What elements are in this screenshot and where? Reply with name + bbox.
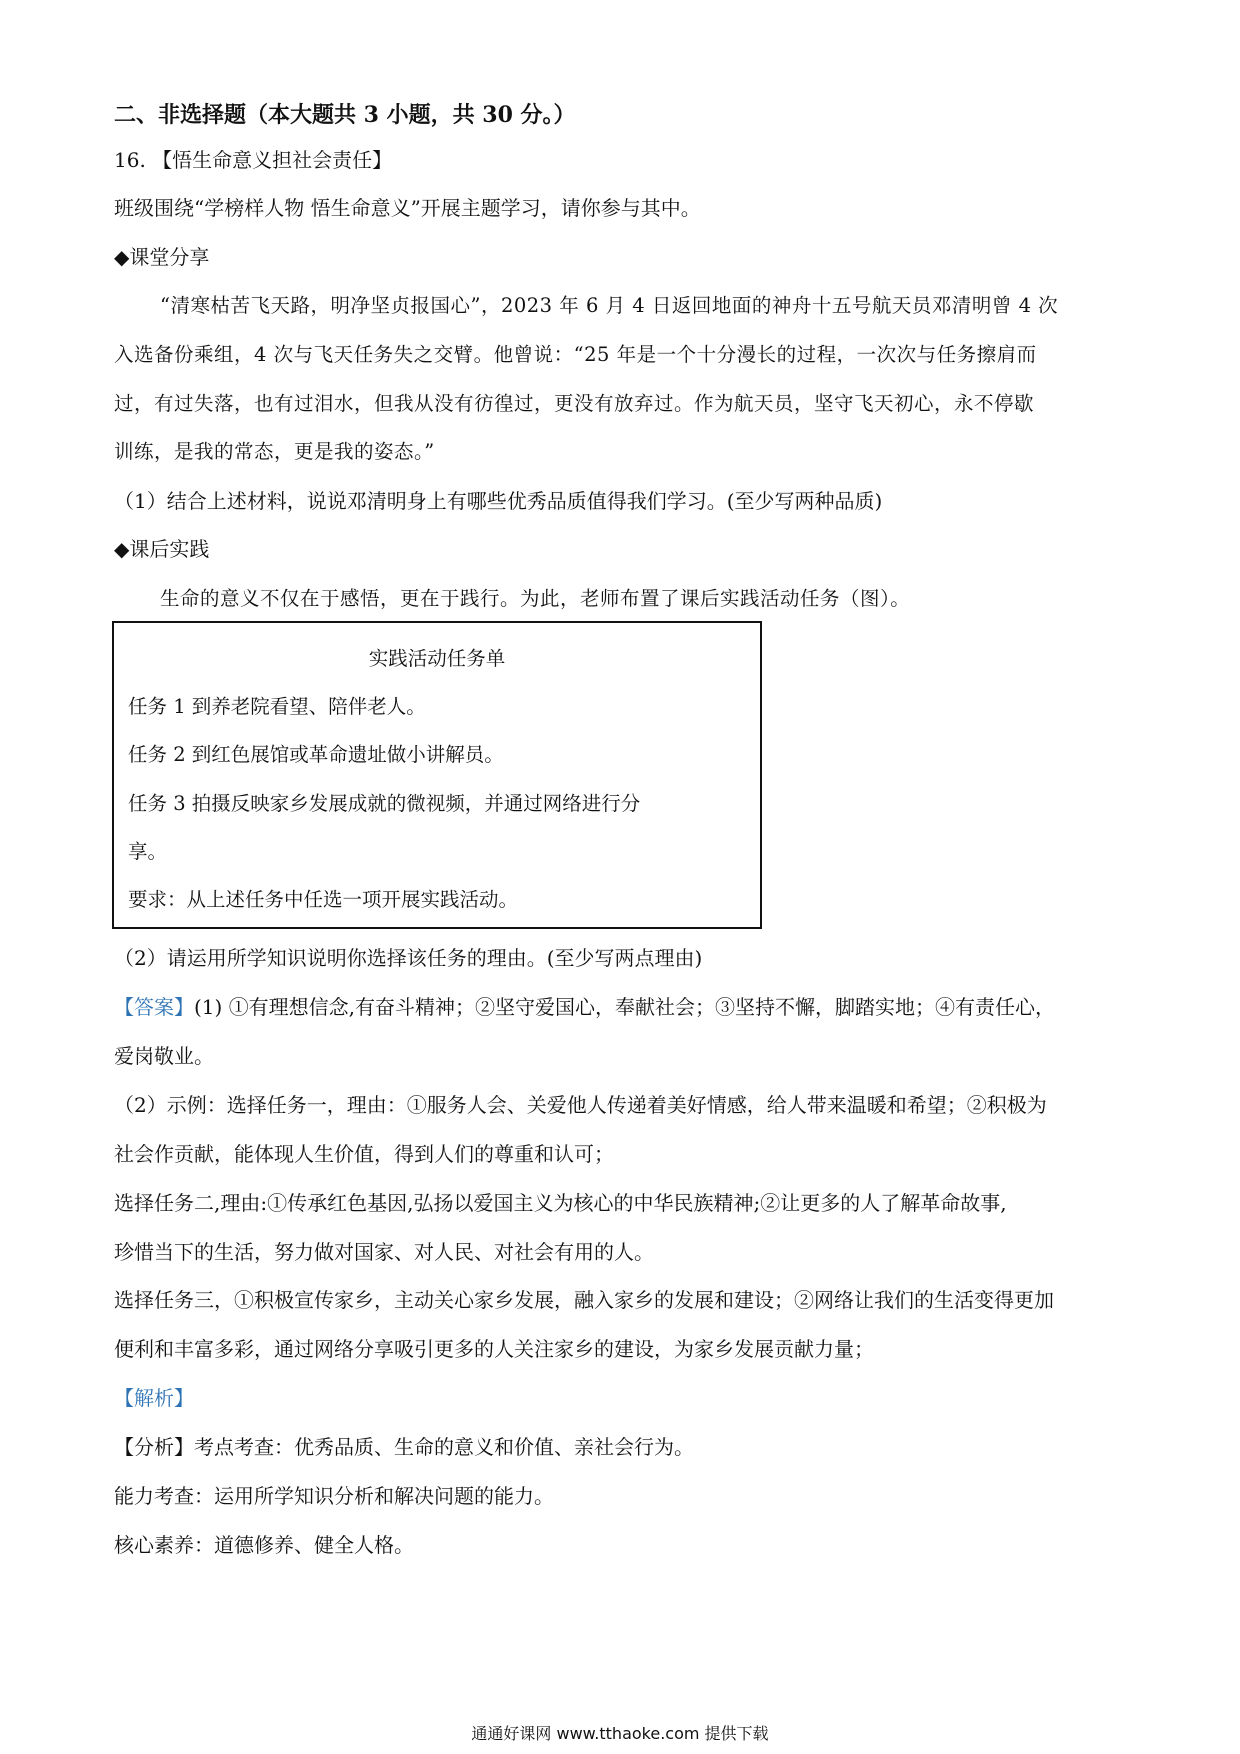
answer-2-line: 选择任务二,理由:①传承红色基因,弘扬以爱国主义为核心的中华民族精神;②让更多的人了解革命故事, (114, 1191, 1007, 1215)
answer-2-line: 珍惜当下的生活，努力做对国家、对人民、对社会有用的人。 (114, 1240, 654, 1264)
sub-question-1: （1）结合上述材料，说说邓清明身上有哪些优秀品质值得我们学习。(至少写两种品质) (114, 489, 883, 513)
part1-header: ◆课堂分享 (114, 245, 210, 269)
answer-2-line: （2）示例：选择任务一，理由：①服务人会、关爱他人传递着美好情感，给人带来温暖和希望；②积极为 (114, 1093, 1047, 1117)
task-item-1: 任务 1 到养老院看望、陪伴老人。 (128, 695, 426, 718)
answer-2-line: 社会作贡献，能体现人生价值，得到人们的尊重和认可； (114, 1142, 614, 1166)
question-title: 16. 【悟生命意义担社会责任】 (114, 148, 393, 172)
task-item-2: 任务 2 到红色展馆或革命遗址做小讲解员。 (128, 743, 504, 766)
answer-label: 【答案】 (114, 995, 194, 1019)
task-sheet-title: 实践活动任务单 (368, 647, 506, 670)
question-intro: 班级围绕“学榜样人物 悟生命意义”开展主题学习，请你参与其中。 (114, 196, 701, 220)
answer-2-line: 选择任务三，①积极宣传家乡，主动关心家乡发展，融入家乡的发展和建设；②网络让我们的生活变得更加 (114, 1288, 1054, 1312)
part2-header: ◆课后实践 (114, 537, 210, 561)
sub-question-2: （2）请运用所学知识说明你选择该任务的理由。(至少写两点理由) (114, 946, 703, 970)
analysis-line: 【分析】考点考查：优秀品质、生命的意义和价值、亲社会行为。 (114, 1435, 694, 1459)
material-line: 入选备份乘组，4 次与飞天任务失之交臂。他曾说：“25 年是一个十分漫长的过程，一次次与任务擦肩而 (114, 343, 1037, 366)
material-line: 训练，是我的常态，更是我的姿态。” (114, 440, 435, 463)
material-line: 过，有过失落，也有过泪水，但我从没有彷徨过，更没有放弃过。作为航天员，坚守飞天初心，永不停歇 (114, 392, 1035, 415)
answer-2-line: 便利和丰富多彩，通过网络分享吸引更多的人关注家乡的建设，为家乡发展贡献力量； (114, 1337, 874, 1361)
task-item-3-continued: 享。 (128, 840, 168, 863)
material-line: “清寒枯苦飞天路，明净坚贞报国心”，2023 年 6 月 4 日返回地面的神舟十五号航天员邓清明曾 4 次 (160, 294, 1059, 317)
answer-line (114, 993, 1055, 1021)
task-item-3: 任务 3 拍摄反映家乡发展成就的微视频，并通过网络进行分 (128, 792, 641, 815)
analysis-line: 能力考查：运用所学知识分析和解决问题的能力。 (114, 1484, 554, 1508)
section-heading: 二、非选择题（本大题共 3 小题，共 30 分。） (114, 102, 576, 128)
analysis-label: 【解析】 (114, 1386, 194, 1410)
part2-intro: 生命的意义不仅在于感悟，更在于践行。为此，老师布置了课后实践活动任务（图）。 (160, 587, 911, 610)
page-footer: 通通好课网 www.tthaoke.com 提供下载 (471, 1724, 769, 1743)
task-requirement: 要求：从上述任务中任选一项开展实践活动。 (128, 888, 519, 911)
answer-1-text: (1) ①有理想信念,有奋斗精神；②坚守爱国心，奉献社会；③坚持不懈，脚踏实地；④有责任心， (194, 995, 1056, 1019)
task-sheet-box (112, 621, 762, 929)
analysis-line: 核心素养：道德修养、健全人格。 (114, 1533, 414, 1557)
answer-1-continued: 爱岗敬业。 (114, 1044, 214, 1068)
